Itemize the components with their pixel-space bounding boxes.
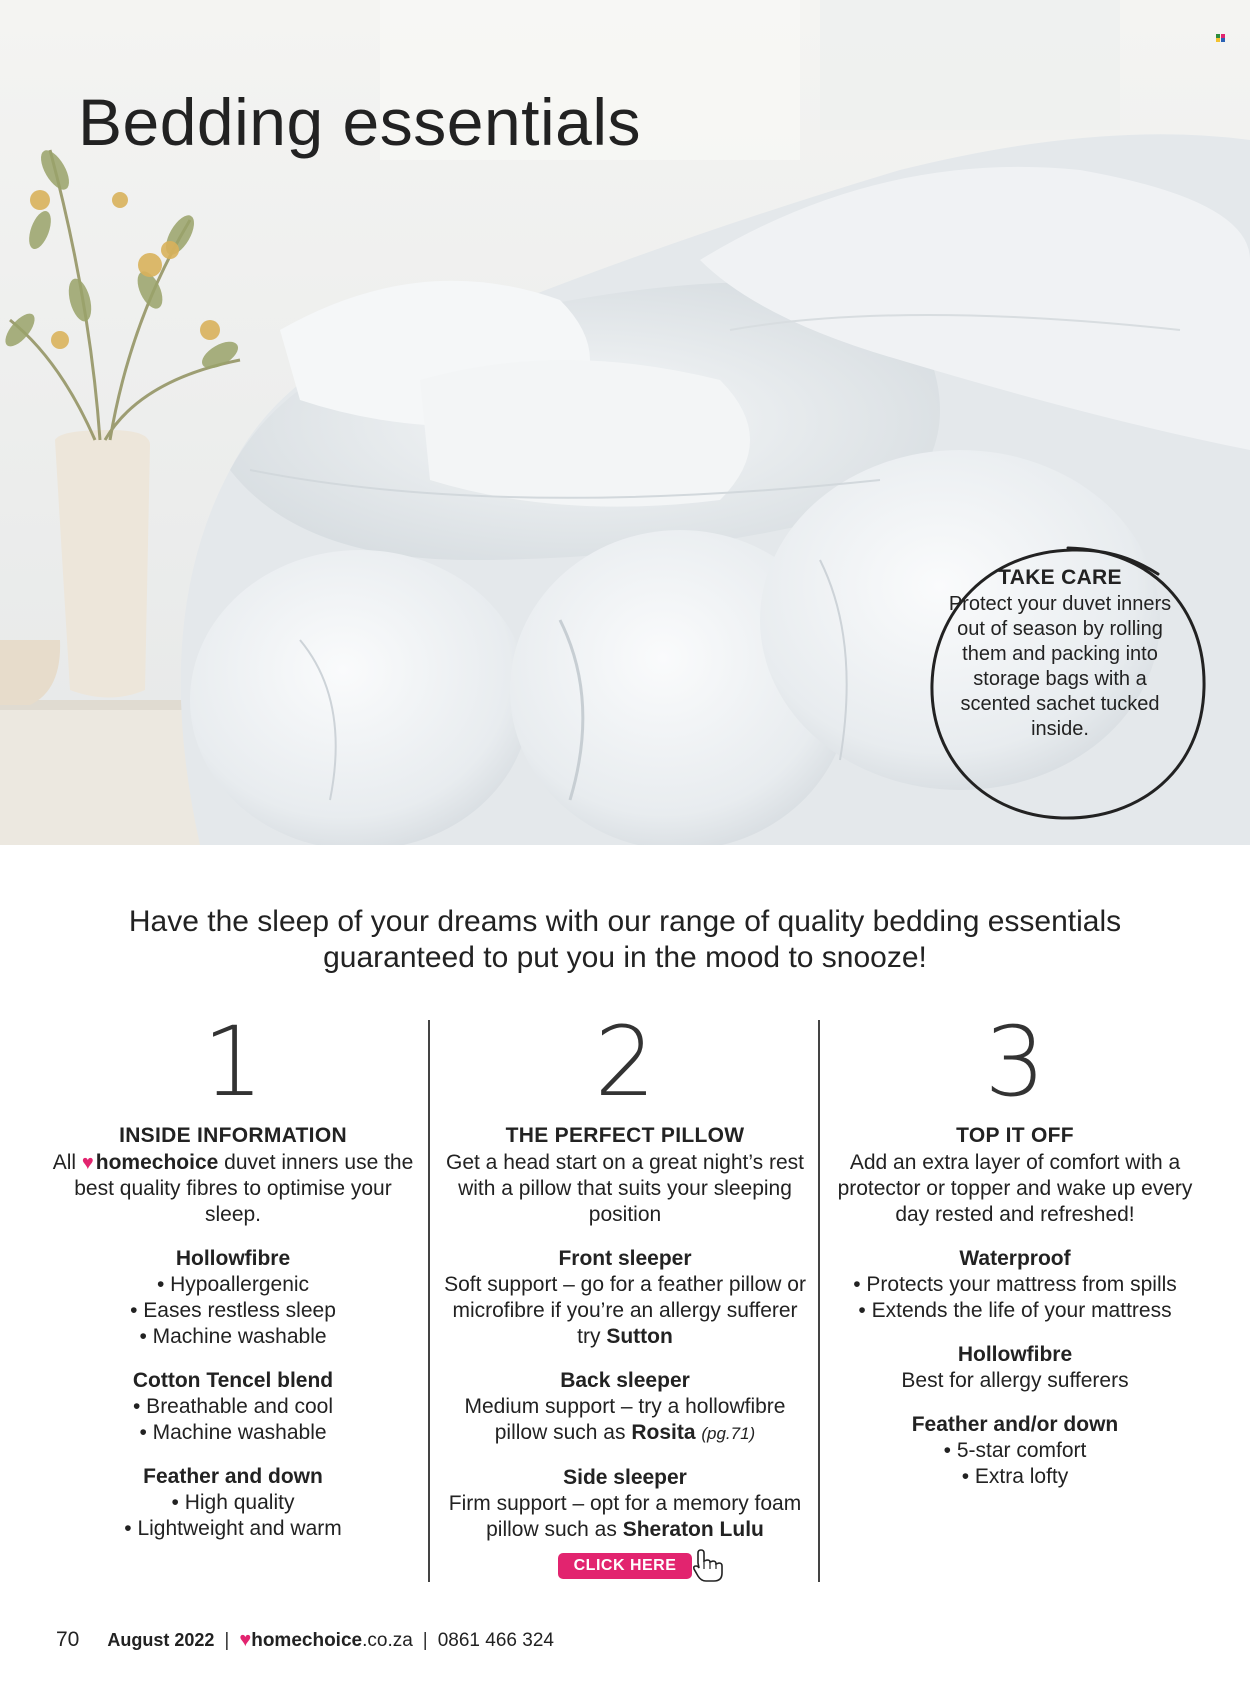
- homechoice-logo: [82, 1150, 218, 1176]
- protector-section: [830, 1246, 1200, 1324]
- section-title: Side sleeper: [563, 1466, 687, 1489]
- fibre-section: [48, 1464, 418, 1542]
- click-here-button[interactable]: [558, 1553, 693, 1579]
- intro-heading: Have the sleep of your dreams with our range of quality bedding essentials guaranteed to put you in the mood to snooze!: [128, 905, 1122, 974]
- section-title: Back sleeper: [560, 1369, 690, 1392]
- section-description: Firm support – opt for a memory foam pillow such as: [448, 1492, 802, 1541]
- section-title: Cotton Tencel blend: [132, 1369, 334, 1392]
- column-number: 2: [594, 1006, 656, 1118]
- protector-section: [830, 1412, 1200, 1490]
- bullet-item: • Eases restless sleep: [130, 1299, 336, 1322]
- column-divider: [428, 1020, 430, 1582]
- section-title: Feather and/or down: [911, 1413, 1119, 1436]
- take-care-text: Protect your duvet inners out of season by rolling them and packing into storage bags with a scented sachet tucked inside.: [948, 593, 1172, 740]
- hero-image: [0, 0, 1250, 845]
- bullet-item: • Machine washable: [139, 1421, 327, 1444]
- issue-date: August 2022: [107, 1630, 215, 1650]
- section-text: [440, 1394, 810, 1447]
- product-name: Sutton: [606, 1325, 673, 1348]
- site-suffix: .co.za: [362, 1630, 413, 1651]
- product-name: Rosita: [631, 1421, 696, 1444]
- take-care-title: TAKE CARE: [998, 566, 1122, 589]
- bullet-item: • Extra lofty: [961, 1465, 1069, 1488]
- column-inside-information: [48, 1006, 418, 1542]
- sleeper-section: [440, 1368, 810, 1447]
- bullet-item: • 5-star comfort: [943, 1439, 1087, 1462]
- fibre-section: [48, 1368, 418, 1446]
- bullet-item: • Extends the life of your mattress: [858, 1299, 1172, 1322]
- page-number: 70: [56, 1628, 80, 1651]
- heart-logo-icon: ♥: [239, 1629, 252, 1651]
- page-reference: (pg.71): [701, 1424, 756, 1443]
- section-description: Medium support – try a hollowfibre pillow such as: [464, 1395, 786, 1444]
- section-title: Hollowfibre: [175, 1247, 291, 1270]
- column-number: 1: [202, 1006, 264, 1118]
- column-number: 3: [984, 1006, 1046, 1118]
- column-intro: [48, 1150, 418, 1228]
- take-care-callout: [922, 538, 1198, 800]
- brand-name: homechoice: [95, 1151, 219, 1174]
- column-intro: Get a head start on a great night’s rest with a pillow that suits your sleeping position: [446, 1151, 804, 1226]
- phone-number[interactable]: 0861 466 324: [437, 1630, 554, 1651]
- column-divider: [818, 1020, 820, 1582]
- column-intro: Add an extra layer of comfort with a protector or topper and wake up every day rested and refreshed!: [837, 1151, 1193, 1226]
- site-brand: homechoice: [251, 1630, 363, 1651]
- page-title: Bedding essentials: [78, 85, 642, 159]
- page-footer: [56, 1628, 554, 1652]
- sleeper-section: [440, 1465, 810, 1543]
- heart-logo-icon: ♥: [81, 1152, 94, 1174]
- section-text: [440, 1491, 810, 1543]
- product-name: Sheraton Lulu: [622, 1518, 764, 1541]
- website-link[interactable]: [239, 1629, 412, 1652]
- bullet-item: Best for allergy sufferers: [901, 1369, 1129, 1392]
- protector-section: [830, 1342, 1200, 1394]
- sleeper-section: [440, 1246, 810, 1350]
- section-description: Soft support – go for a feather pillow or microfibre if you’re an allergy sufferer try: [444, 1273, 806, 1348]
- bullet-item: • Lightweight and warm: [124, 1517, 342, 1540]
- bullet-item: • Breathable and cool: [133, 1395, 333, 1418]
- footer-separator: |: [224, 1630, 230, 1651]
- column-heading: INSIDE INFORMATION: [119, 1124, 347, 1147]
- section-title: Hollowfibre: [957, 1343, 1073, 1366]
- column-heading: THE PERFECT PILLOW: [505, 1124, 745, 1147]
- column-perfect-pillow: [440, 1006, 810, 1579]
- section-title: Front sleeper: [558, 1247, 692, 1270]
- section-title: Feather and down: [143, 1465, 323, 1488]
- section-title: Waterproof: [959, 1247, 1071, 1270]
- intro-text: duvet inners use the best quality fibres to optimise your sleep.: [74, 1151, 414, 1226]
- bullet-item: • Protects your mattress from spills: [853, 1273, 1177, 1296]
- column-top-it-off: [830, 1006, 1200, 1490]
- bullet-item: • Machine washable: [139, 1325, 327, 1348]
- pointing-hand-icon: [692, 1549, 726, 1583]
- bullet-item: • High quality: [171, 1491, 295, 1514]
- fibre-section: [48, 1246, 418, 1350]
- footer-separator: |: [422, 1630, 428, 1651]
- intro-text: All: [52, 1151, 77, 1174]
- click-here-label: CLICK HERE: [573, 1557, 677, 1574]
- column-heading: TOP IT OFF: [956, 1124, 1074, 1147]
- section-text: [440, 1272, 810, 1350]
- bullet-item: • Hypoallergenic: [156, 1273, 310, 1296]
